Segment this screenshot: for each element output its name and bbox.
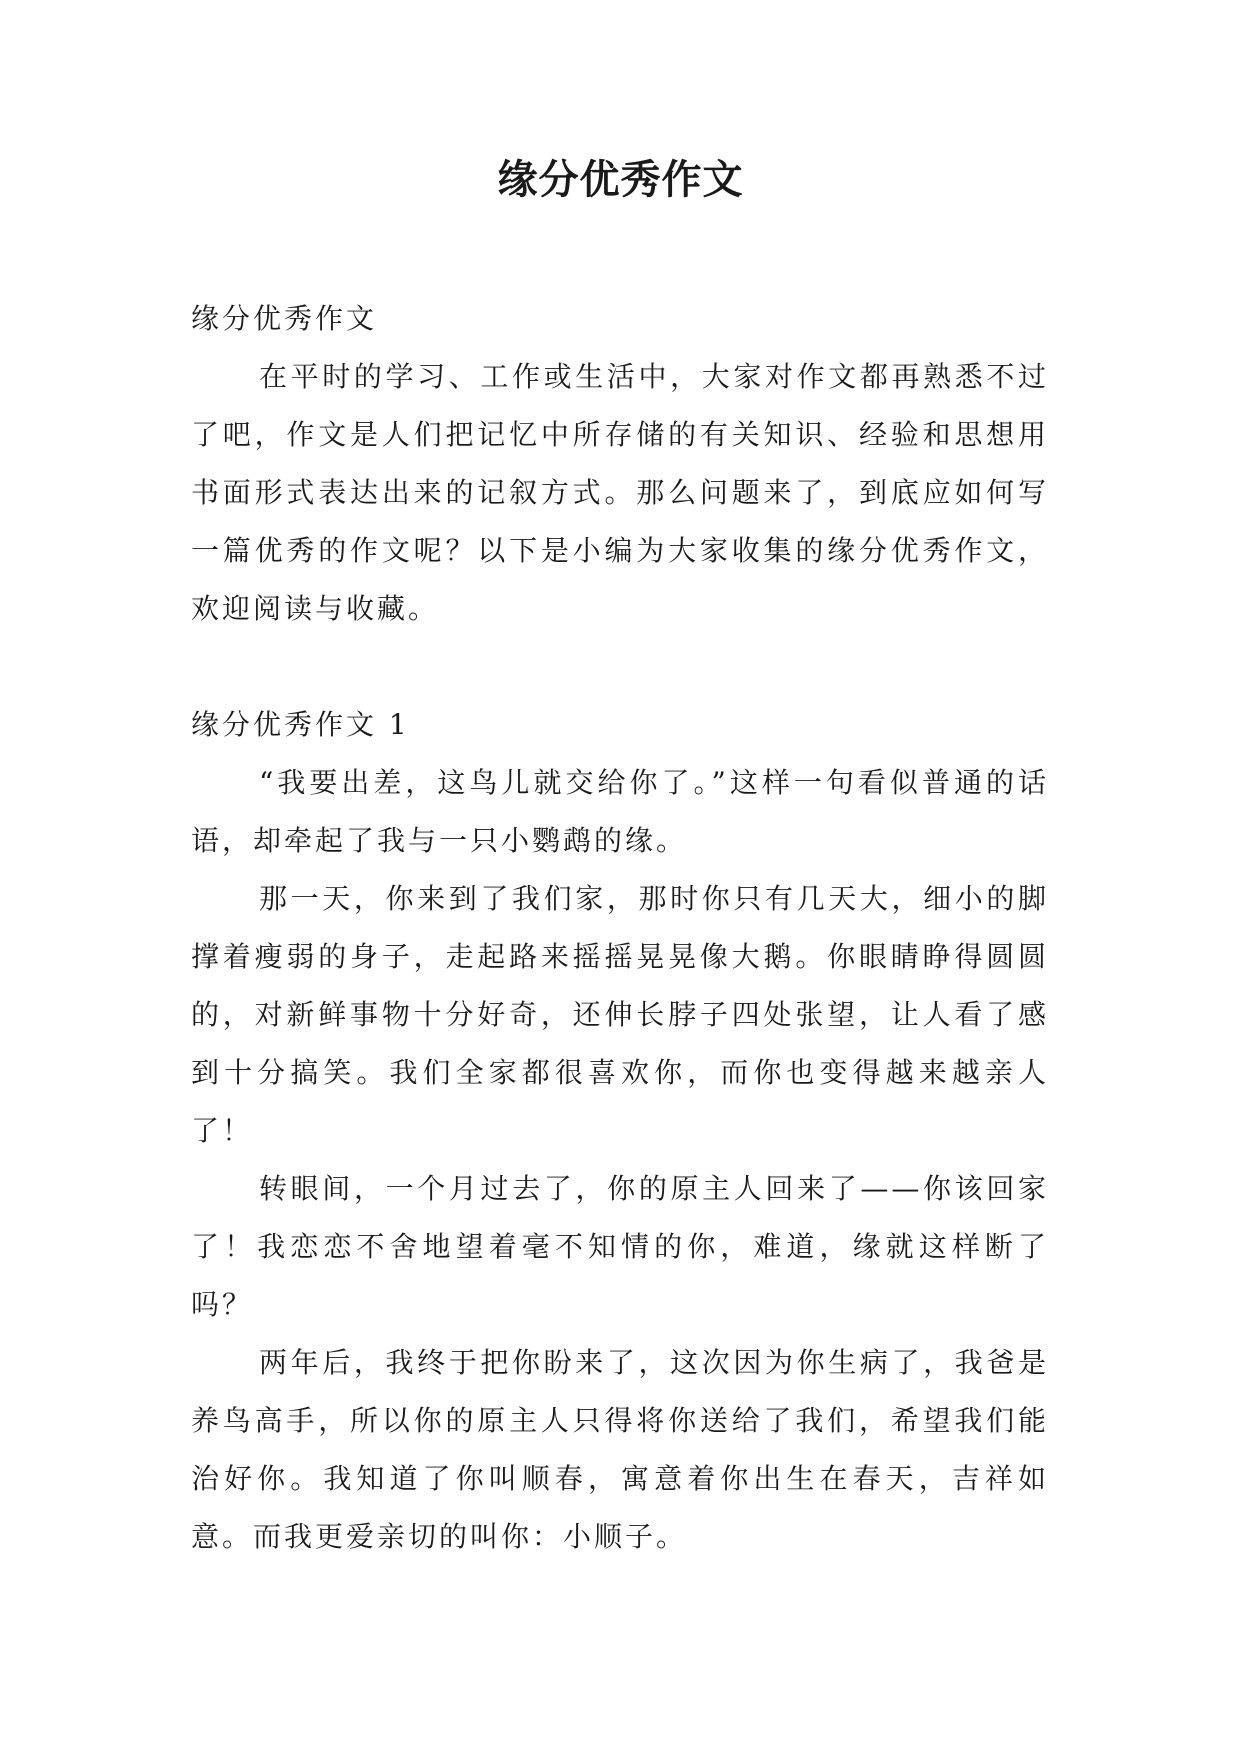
- essay-1-paragraph-3: 转眼间，一个月过去了，你的原主人回来了——你该回家了！我恋恋不舍地望着毫不知情的你，难道，缘就这样断了吗？: [191, 1172, 1049, 1321]
- intro-paragraph: 在平时的学习、工作或生活中，大家对作文都再熟悉不过了吧，作文是人们把记忆中所存储的有关知识、经验和思想用书面形式表达出来的记叙方式。那么问题来了，到底应如何写一篇优秀的作文呢？以下是小编为大家收集的缘分优秀作文，欢迎阅读与收藏。: [191, 360, 1049, 625]
- intro-heading: 缘分优秀作文: [191, 302, 378, 335]
- section-spacer: [191, 638, 1049, 696]
- document-body: [191, 290, 1049, 1566]
- document-title: 缘分优秀作文: [497, 157, 744, 203]
- essay-1-paragraph-1: “我要出差，这鸟儿就交给你了。”这样一句看似普通的话语，却牵起了我与一只小鹦鹉的缘。: [191, 766, 1049, 857]
- essay-1-heading: 缘分优秀作文 1: [191, 708, 410, 741]
- essay-1-paragraph-2: 那一天，你来到了我们家，那时你只有几天大，细小的脚撑着瘦弱的身子，走起路来摇摇晃晃像大鹅。你眼睛睁得圆圆的，对新鲜事物十分好奇，还伸长脖子四处张望，让人看了感到十分搞笑。我们全家都很喜欢你，而你也变得越来越亲人了！: [191, 882, 1049, 1147]
- essay-1-paragraph-4: 两年后，我终于把你盼来了，这次因为你生病了，我爸是养鸟高手，所以你的原主人只得将你送给了我们，希望我们能治好你。我知道了你叫顺春，寓意着你出生在春天，吉祥如意。而我更爱亲切的叫你：小顺子。: [191, 1346, 1049, 1553]
